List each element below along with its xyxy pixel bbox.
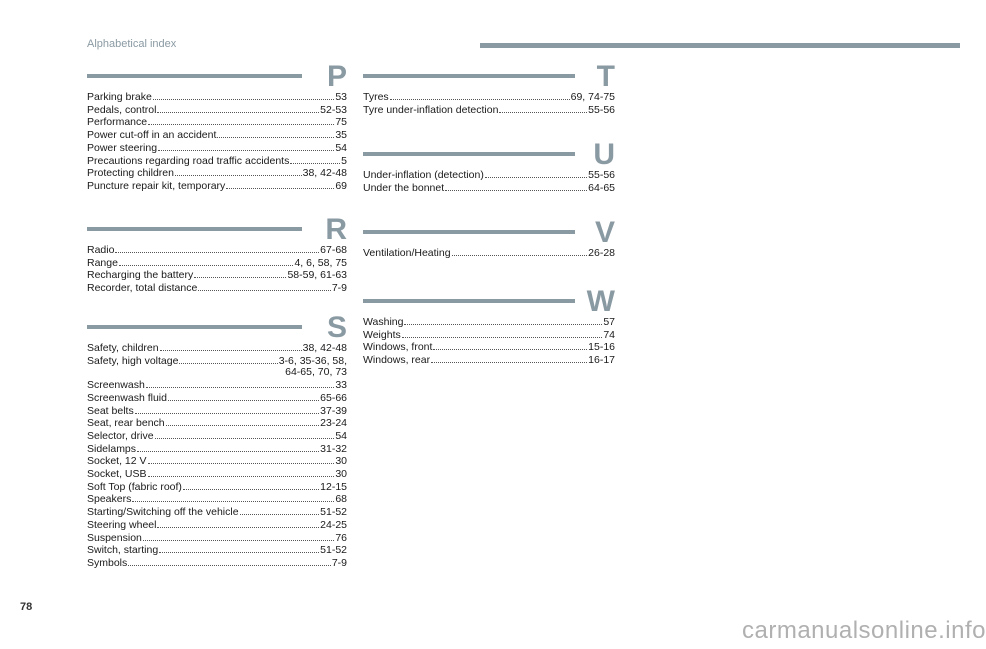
entry-pages: 74 <box>603 328 615 341</box>
index-entry[interactable] <box>87 430 347 443</box>
section-letter: P <box>326 60 347 93</box>
dot-leader <box>445 182 587 191</box>
section-letter: R <box>325 213 347 246</box>
index-entry[interactable] <box>87 455 347 468</box>
entry-label: Puncture repair kit, temporary <box>87 179 226 192</box>
entry-pages: 69, 74-75 <box>570 91 615 103</box>
index-entry[interactable] <box>87 468 347 481</box>
section-letter: S <box>326 311 347 344</box>
index-entry[interactable] <box>363 329 615 342</box>
index-entry[interactable] <box>87 544 347 557</box>
entry-pages: 75 <box>335 116 347 129</box>
dot-leader <box>157 104 319 113</box>
entry-label: Protecting children <box>87 167 174 180</box>
dot-leader <box>240 506 320 515</box>
dot-leader <box>194 269 286 278</box>
dot-leader <box>433 341 587 350</box>
index-entry[interactable] <box>363 182 615 195</box>
index-entry[interactable] <box>87 481 347 494</box>
entry-label: Steering wheel <box>87 518 157 531</box>
entry-label: Recharging the battery <box>87 269 194 282</box>
entry-label: Pedals, control <box>87 103 157 116</box>
entry-list <box>87 91 347 193</box>
entry-pages: 30 <box>335 455 347 468</box>
entry-label: Parking brake <box>87 91 152 103</box>
dot-leader <box>431 354 587 363</box>
index-entry[interactable] <box>87 104 347 117</box>
entry-pages: 5 <box>341 154 347 167</box>
section-letter: U <box>593 138 615 171</box>
dot-leader <box>158 142 334 151</box>
dot-leader <box>226 180 334 189</box>
entry-pages: 4, 6, 58, 75 <box>294 256 347 269</box>
index-entry[interactable] <box>87 379 347 392</box>
dot-leader <box>132 493 334 502</box>
entry-list <box>87 244 347 295</box>
entry-label: Screenwash fluid <box>87 391 167 404</box>
entry-label: Soft Top (fabric roof) <box>87 480 182 493</box>
dot-leader <box>155 430 335 439</box>
index-section-s <box>87 311 347 570</box>
entry-label: Suspension <box>87 531 142 544</box>
entry-pages: 51-52 <box>320 506 347 519</box>
section-letter: V <box>594 216 615 249</box>
entry-list <box>363 316 615 367</box>
entry-pages: 31-32 <box>320 442 347 455</box>
entry-pages: 23-24 <box>320 417 347 430</box>
index-entry[interactable] <box>87 129 347 142</box>
entry-label: Precautions regarding road traffic accidents <box>87 154 290 167</box>
index-entry[interactable] <box>87 506 347 519</box>
entry-pages: 15-16 <box>588 341 615 354</box>
entry-label: Switch, starting <box>87 544 159 557</box>
entry-pages: 16-17 <box>588 354 615 367</box>
section-header <box>87 60 347 97</box>
entry-label: Socket, USB <box>87 468 147 481</box>
index-entry[interactable] <box>87 167 347 180</box>
dot-leader <box>146 379 335 388</box>
index-section-t <box>363 60 615 116</box>
dot-leader <box>148 116 334 125</box>
dot-leader <box>148 468 335 477</box>
page-number: 78 <box>20 601 33 613</box>
dot-leader <box>137 443 319 452</box>
entry-pages: 68 <box>335 493 347 506</box>
dot-leader <box>166 417 320 426</box>
index-entry[interactable] <box>87 116 347 129</box>
entry-label: Windows, rear <box>363 354 431 367</box>
entry-label: Seat belts <box>87 404 134 417</box>
entry-label: Under the bonnet <box>363 181 445 194</box>
entry-pages: 24-25 <box>320 518 347 531</box>
watermark: carmanualsonline.info <box>742 617 986 644</box>
dot-leader <box>135 405 319 414</box>
entry-label: Safety, high voltage <box>87 354 179 367</box>
entry-label: Recorder, total distance <box>87 282 198 295</box>
section-header <box>363 60 615 97</box>
entry-label: Sidelamps <box>87 442 137 455</box>
dot-leader <box>119 257 294 266</box>
entry-label: Speakers <box>87 493 132 506</box>
dot-leader <box>128 557 331 566</box>
section-letter: T <box>596 60 615 93</box>
entry-pages: 58-59, 61-63 <box>287 269 347 282</box>
entry-pages: 67-68 <box>320 244 347 256</box>
index-entry[interactable] <box>87 142 347 155</box>
entry-label: Range <box>87 256 118 269</box>
section-letter: W <box>586 285 615 318</box>
index-section-u <box>363 138 615 194</box>
entry-pages: 7-9 <box>331 556 347 569</box>
entry-pages: 33 <box>335 379 347 392</box>
entry-pages: 26-28 <box>588 247 615 259</box>
entry-pages: 76 <box>335 531 347 544</box>
index-entry[interactable] <box>87 493 347 506</box>
dot-leader <box>183 481 319 490</box>
index-section-p <box>87 60 347 193</box>
dot-leader <box>148 455 335 464</box>
index-section-r <box>87 213 347 295</box>
section-header <box>363 285 615 322</box>
index-entry[interactable] <box>363 104 615 117</box>
dot-leader <box>175 167 302 176</box>
entry-pages: 64-65 <box>588 181 615 194</box>
entry-pages: 57 <box>603 316 615 328</box>
entry-label: Under-inflation (detection) <box>363 169 484 181</box>
entry-pages-continuation: 64-65, 70, 73 <box>285 366 347 379</box>
index-entry[interactable] <box>87 417 347 430</box>
entry-pages: 38, 42-48 <box>302 342 347 354</box>
section-header <box>363 216 615 253</box>
dot-leader <box>402 329 603 338</box>
entry-label: Seat, rear bench <box>87 417 165 430</box>
entry-pages: 69 <box>335 179 347 192</box>
entry-label: Socket, 12 V <box>87 455 147 468</box>
entry-pages: 52-53 <box>320 103 347 116</box>
index-entry[interactable] <box>87 269 347 282</box>
section-divider <box>363 299 575 303</box>
section-header <box>363 138 615 175</box>
entry-label: Weights <box>363 328 401 341</box>
index-entry[interactable] <box>87 519 347 532</box>
entry-label: Starting/Switching off the vehicle <box>87 506 239 519</box>
entry-pages: 55-56 <box>588 103 615 116</box>
entry-pages: 12-15 <box>320 480 347 493</box>
entry-label: Safety, children <box>87 342 159 354</box>
section-divider <box>363 152 575 156</box>
entry-pages: 3-6, 35-36, 58, <box>278 354 347 367</box>
dot-leader <box>179 355 277 364</box>
index-section-w <box>363 285 615 367</box>
entry-label: Tyres <box>363 91 389 103</box>
entry-label: Screenwash <box>87 379 145 392</box>
section-divider <box>363 230 575 234</box>
entry-pages: 7-9 <box>331 282 347 295</box>
section-header <box>87 311 347 348</box>
dot-leader <box>159 544 319 553</box>
entry-pages: 54 <box>335 141 347 154</box>
entry-label: Tyre under-inflation detection <box>363 103 499 116</box>
entry-pages: 38, 42-48 <box>302 167 347 180</box>
entry-pages: 30 <box>335 468 347 481</box>
entry-label: Selector, drive <box>87 429 154 442</box>
entry-pages: 37-39 <box>320 404 347 417</box>
entry-label: Performance <box>87 116 148 129</box>
dot-leader <box>168 392 319 401</box>
entry-pages: 65-66 <box>320 391 347 404</box>
header-bar <box>480 43 960 48</box>
entry-label: Ventilation/Heating <box>363 247 451 259</box>
index-entry[interactable] <box>363 341 615 354</box>
dot-leader <box>217 129 334 138</box>
entry-label: Symbols <box>87 556 128 569</box>
entry-pages: 54 <box>335 429 347 442</box>
entry-label: Radio <box>87 244 115 256</box>
dot-leader <box>157 519 319 528</box>
entry-pages: 53 <box>335 91 347 103</box>
index-entry[interactable] <box>87 557 347 570</box>
entry-label: Washing <box>363 316 404 328</box>
index-entry[interactable] <box>87 532 347 545</box>
index-entry[interactable] <box>87 443 347 456</box>
section-header <box>87 213 347 250</box>
section-divider <box>87 227 302 231</box>
index-entry[interactable] <box>87 282 347 295</box>
entry-label: Windows, front <box>363 341 433 354</box>
section-divider <box>363 74 575 78</box>
entry-pages: 35 <box>335 129 347 142</box>
index-entry[interactable] <box>87 405 347 418</box>
entry-pages: 51-52 <box>320 544 347 557</box>
entry-label: Power steering <box>87 141 158 154</box>
index-section-v <box>363 216 615 260</box>
entry-list <box>87 342 347 570</box>
index-entry[interactable] <box>87 180 347 193</box>
section-divider <box>87 74 302 78</box>
entry-pages: 55-56 <box>588 169 615 181</box>
dot-leader <box>499 104 587 113</box>
dot-leader <box>198 282 331 291</box>
index-entry[interactable] <box>87 257 347 270</box>
dot-leader <box>143 532 334 541</box>
section-divider <box>87 325 302 329</box>
index-entry[interactable] <box>363 354 615 367</box>
dot-leader <box>290 155 340 164</box>
entry-label: Power cut-off in an accident <box>87 129 217 142</box>
index-entry[interactable] <box>87 392 347 405</box>
index-entry[interactable] <box>87 155 347 168</box>
page-header-title: Alphabetical index <box>87 38 177 50</box>
